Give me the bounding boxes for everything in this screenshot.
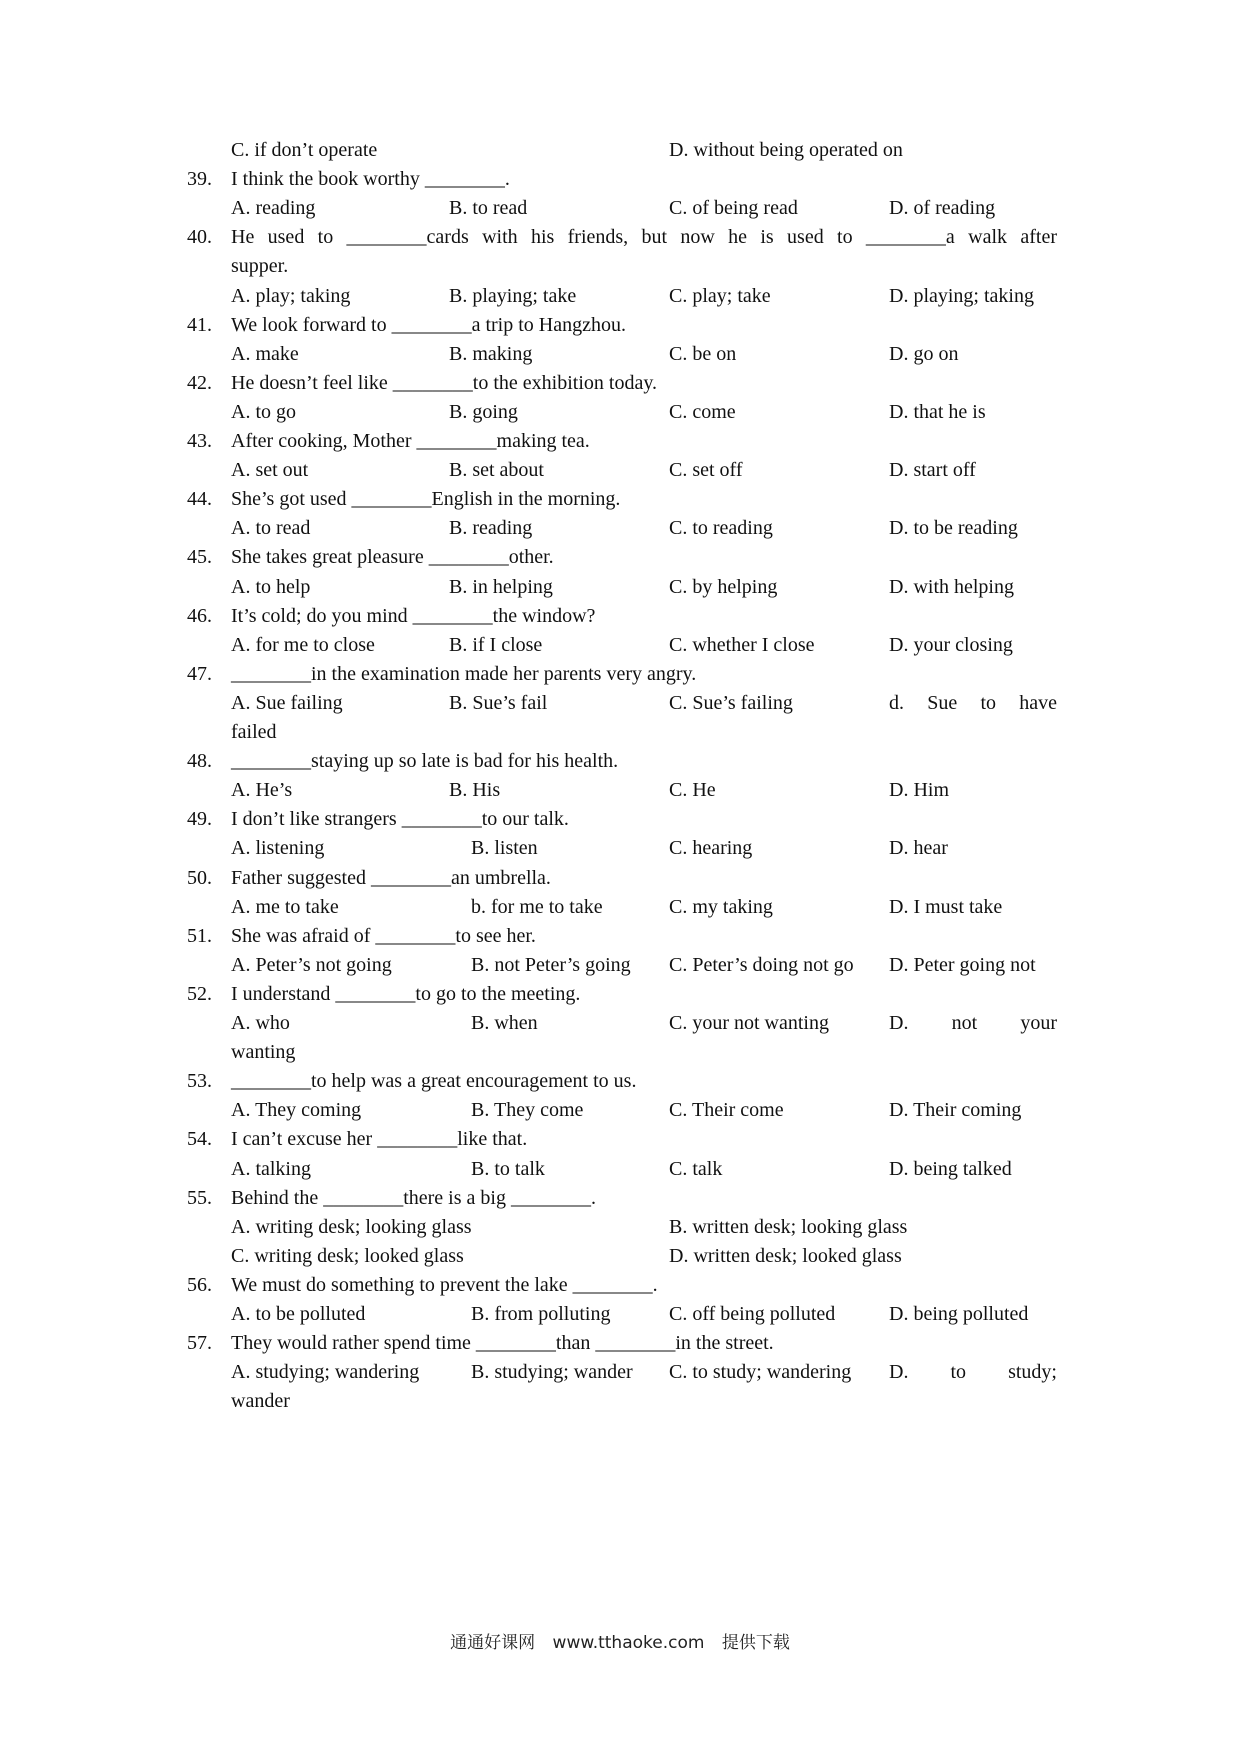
question-number: 56. — [187, 1274, 212, 1296]
question-number: 52. — [187, 983, 212, 1005]
option-a: A. for me to close — [231, 634, 375, 656]
option-c: C. to study; wandering — [669, 1361, 852, 1383]
question-stem: Behind the ________there is a big ________. — [231, 1187, 596, 1209]
question-stem: It’s cold; do you mind ________the window? — [231, 605, 596, 627]
question-line — [0, 1184, 1240, 1212]
option-c: C. talk — [669, 1158, 723, 1180]
question-stem: ________to help was a great encouragement to us. — [231, 1070, 637, 1092]
question-number: 55. — [187, 1187, 212, 1209]
options-row — [0, 1300, 1240, 1328]
options-row — [0, 194, 1240, 222]
option-b: B. to talk — [471, 1158, 545, 1180]
option-a: A. to help — [231, 576, 311, 598]
option-a: A. studying; wandering — [231, 1361, 420, 1383]
question-stem: I don’t like strangers ________to our talk. — [231, 808, 569, 830]
option-d: D. Peter going not — [889, 954, 1036, 976]
question-number: 51. — [187, 925, 212, 947]
option-a: A. set out — [231, 459, 309, 481]
option-d: D. being polluted — [889, 1303, 1029, 1325]
option-b: B. listen — [471, 837, 538, 859]
option-c: C. your not wanting — [669, 1012, 829, 1034]
options-row — [0, 1242, 1240, 1270]
question-stem: She’s got used ________English in the morning. — [231, 488, 621, 510]
option-c: C. Sue’s failing — [669, 692, 793, 714]
option-a: A. talking — [231, 1158, 311, 1180]
option-b: B. from polluting — [471, 1303, 611, 1325]
question-stem: I can’t excuse her ________like that. — [231, 1128, 528, 1150]
options-row — [0, 1155, 1240, 1183]
question-line — [0, 1125, 1240, 1153]
question-line — [0, 805, 1240, 833]
options-row — [0, 1096, 1240, 1124]
question-line — [0, 485, 1240, 513]
continuation-line — [0, 718, 1240, 746]
options-row — [0, 1213, 1240, 1241]
question-line — [0, 1271, 1240, 1299]
options-row — [0, 834, 1240, 862]
option-a: A. to read — [231, 517, 311, 539]
option-d: D. hear — [889, 837, 948, 859]
option-a: A. reading — [231, 197, 316, 219]
option-d: D. playing; taking — [889, 285, 1034, 307]
question-line — [0, 223, 1240, 251]
question-number: 50. — [187, 867, 212, 889]
question-stem: He doesn’t feel like ________to the exhibition today. — [231, 372, 658, 394]
option-b: B. in helping — [449, 576, 553, 598]
option-c: C. be on — [669, 343, 737, 365]
option-a: A. Sue failing — [231, 692, 343, 714]
question-number: 49. — [187, 808, 212, 830]
option-b: B. studying; wander — [471, 1361, 633, 1383]
option-b: b. for me to take — [471, 896, 603, 918]
question-line — [0, 369, 1240, 397]
question-number: 54. — [187, 1128, 212, 1150]
question-number: 47. — [187, 663, 212, 685]
options-row — [0, 340, 1240, 368]
option-d: D. Their coming — [889, 1099, 1022, 1121]
question-stem: We must do something to prevent the lake ________. — [231, 1274, 658, 1296]
option-c: D. written desk; looked glass — [669, 1245, 902, 1267]
continuation-text: wander — [231, 1390, 290, 1412]
option-d: D. Him — [889, 779, 949, 801]
option-c: B. written desk; looking glass — [669, 1216, 908, 1238]
options-row — [0, 1009, 1240, 1037]
option-c: C. play; take — [669, 285, 771, 307]
option-a: A. They coming — [231, 1099, 362, 1121]
option-a: A. make — [231, 343, 299, 365]
option-a: A. writing desk; looking glass — [231, 1216, 472, 1238]
continuation-line — [0, 1038, 1240, 1066]
option-d: D. with helping — [889, 576, 1014, 598]
question-stem: After cooking, Mother ________making tea. — [231, 430, 590, 452]
question-number: 48. — [187, 750, 212, 772]
question-stem: He used to ________cards with his friends, but now he is used to ________a walk after — [231, 226, 1057, 248]
option-b: B. playing; take — [449, 285, 577, 307]
options-row — [0, 631, 1240, 659]
option-b: B. when — [471, 1012, 538, 1034]
question-line — [0, 980, 1240, 1008]
option-c: C. come — [669, 401, 736, 423]
option-b: B. They come — [471, 1099, 584, 1121]
option-a: A. Peter’s not going — [231, 954, 392, 976]
question-line — [0, 311, 1240, 339]
option-a: C. writing desk; looked glass — [231, 1245, 464, 1267]
continuation-text: supper. — [231, 255, 289, 277]
question-number: 43. — [187, 430, 212, 452]
option-b: B. set about — [449, 459, 544, 481]
option-d: D. not your — [889, 1012, 1057, 1034]
question-line — [0, 165, 1240, 193]
question-number: 53. — [187, 1070, 212, 1092]
question-stem: ________in the examination made her parents very angry. — [231, 663, 697, 685]
option-a: C. if don’t operate — [231, 139, 378, 161]
question-number: 44. — [187, 488, 212, 510]
question-line — [0, 660, 1240, 688]
footer-site-name: 通通好课网 — [450, 1633, 536, 1653]
question-stem: We look forward to ________a trip to Hangzhou. — [231, 314, 626, 336]
options-row — [0, 893, 1240, 921]
option-b: B. to read — [449, 197, 528, 219]
option-a: A. to go — [231, 401, 296, 423]
option-c: C. He — [669, 779, 716, 801]
option-d: D. that he is — [889, 401, 986, 423]
option-c: D. without being operated on — [669, 139, 903, 161]
option-d: d. Sue to have — [889, 692, 1057, 714]
question-stem: I think the book worthy ________. — [231, 168, 510, 190]
option-c: C. Peter’s doing not go — [669, 954, 854, 976]
question-number: 45. — [187, 546, 212, 568]
question-line — [0, 864, 1240, 892]
options-row — [0, 282, 1240, 310]
question-line — [0, 1329, 1240, 1357]
question-line — [0, 427, 1240, 455]
options-row — [0, 456, 1240, 484]
options-row — [0, 1358, 1240, 1386]
option-d: D. go on — [889, 343, 959, 365]
question-stem: Father suggested ________an umbrella. — [231, 867, 551, 889]
option-b: B. His — [449, 779, 501, 801]
question-line — [0, 543, 1240, 571]
option-c: C. Their come — [669, 1099, 784, 1121]
option-a: A. me to take — [231, 896, 339, 918]
option-d: D. of reading — [889, 197, 996, 219]
option-d: D. your closing — [889, 634, 1013, 656]
option-c: C. off being polluted — [669, 1303, 836, 1325]
options-row — [0, 776, 1240, 804]
option-a: A. who — [231, 1012, 290, 1034]
question-stem: She was afraid of ________to see her. — [231, 925, 536, 947]
question-number: 46. — [187, 605, 212, 627]
option-b: B. going — [449, 401, 518, 423]
question-line — [0, 602, 1240, 630]
option-d: D. to study; — [889, 1361, 1057, 1383]
option-b: B. if I close — [449, 634, 543, 656]
question-stem: They would rather spend time ________than ________in the street. — [231, 1332, 774, 1354]
option-c: C. set off — [669, 459, 743, 481]
option-d: D. being talked — [889, 1158, 1012, 1180]
option-b: B. making — [449, 343, 533, 365]
options-row — [0, 398, 1240, 426]
question-stem: She takes great pleasure ________other. — [231, 546, 554, 568]
continuation-line — [0, 1387, 1240, 1415]
options-row — [0, 136, 1240, 164]
option-a: A. listening — [231, 837, 325, 859]
question-number: 41. — [187, 314, 212, 336]
question-number: 57. — [187, 1332, 212, 1354]
footer — [0, 1628, 1240, 1653]
option-d: D. I must take — [889, 896, 1003, 918]
continuation-text: wanting — [231, 1041, 296, 1063]
option-c: C. of being read — [669, 197, 798, 219]
question-stem: ________staying up so late is bad for his health. — [231, 750, 619, 772]
option-a: A. to be polluted — [231, 1303, 366, 1325]
question-number: 39. — [187, 168, 212, 190]
question-line — [0, 1067, 1240, 1095]
options-row — [0, 951, 1240, 979]
option-d: D. start off — [889, 459, 976, 481]
options-row — [0, 689, 1240, 717]
option-a: A. play; taking — [231, 285, 351, 307]
continuation-line — [0, 252, 1240, 280]
option-a: A. He’s — [231, 779, 293, 801]
options-row — [0, 573, 1240, 601]
option-c: C. my taking — [669, 896, 773, 918]
option-c: C. whether I close — [669, 634, 815, 656]
question-stem: I understand ________to go to the meeting. — [231, 983, 581, 1005]
question-number: 42. — [187, 372, 212, 394]
option-c: C. to reading — [669, 517, 773, 539]
option-b: B. Sue’s fail — [449, 692, 548, 714]
options-row — [0, 514, 1240, 542]
footer-suffix: 提供下载 — [721, 1633, 790, 1653]
option-b: B. reading — [449, 517, 533, 539]
option-c: C. hearing — [669, 837, 753, 859]
continuation-text: failed — [231, 721, 277, 743]
option-c: C. by helping — [669, 576, 778, 598]
option-b: B. not Peter’s going — [471, 954, 631, 976]
option-d: D. to be reading — [889, 517, 1018, 539]
footer-url: www.tthaoke.com — [552, 1633, 705, 1653]
question-line — [0, 747, 1240, 775]
question-number: 40. — [187, 226, 212, 248]
question-line — [0, 922, 1240, 950]
